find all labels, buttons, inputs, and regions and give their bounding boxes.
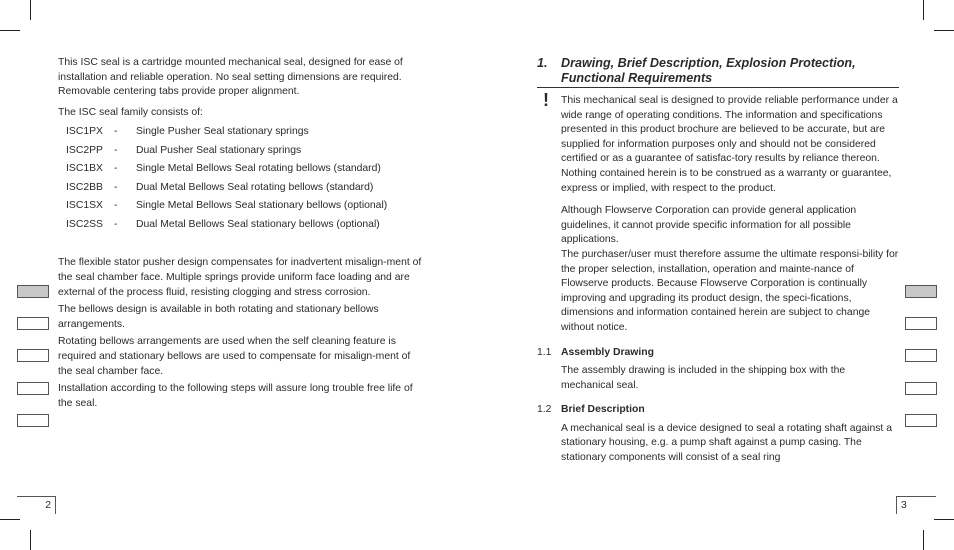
flowserve-paragraph: Although Flowserve Corporation can provide general application guidelines, it cannot provide specific information for all possible applications.: [561, 205, 857, 246]
family-code: ISC2PP: [66, 144, 103, 156]
page-number-right: [896, 496, 936, 514]
section-tab: [17, 349, 49, 362]
crop-mark: [30, 530, 31, 550]
crop-mark: [934, 519, 954, 520]
family-item: [58, 197, 423, 216]
section-tab: [905, 382, 937, 395]
family-item: [58, 179, 423, 198]
family-description: Dual Pusher Seal stationary springs: [136, 144, 302, 156]
family-item: [58, 216, 423, 235]
section-heading: [537, 56, 899, 88]
assembly-drawing-text: The assembly drawing is included in the shipping box with the mechanical seal.: [561, 365, 846, 391]
family-code: ISC2BB: [66, 181, 103, 193]
section-tab: [17, 317, 49, 330]
family-description: Single Metal Bellows Seal rotating bellows (standard): [136, 163, 381, 175]
family-dash: -: [114, 144, 118, 156]
section-tab: [17, 414, 49, 427]
subsection-title: Assembly Drawing: [561, 346, 654, 358]
section-tab: [905, 349, 937, 362]
family-dash: -: [114, 126, 118, 138]
subsection-title: Brief Description: [561, 404, 645, 416]
brief-description-text: A mechanical seal is a device designed to seal a rotating shaft against a stationary housing, e.g. a pump shaft against a pump casing. The stationary components will consist of a seal ring: [561, 422, 892, 464]
family-intro: The ISC seal family consists of:: [58, 106, 203, 118]
family-description: Dual Metal Bellows Seal stationary bellows (optional): [136, 218, 380, 230]
section-tab: [17, 382, 49, 395]
rotating-bellows-paragraph: Rotating bellows arrangements are used when the self cleaning feature is required and stationary bellows are used to compensate for misalign-ment of the seal chamber face.: [58, 336, 411, 377]
page-number-left: [17, 496, 56, 514]
family-item: [58, 160, 423, 179]
family-code: ISC2SS: [66, 218, 103, 230]
section-number: 1.: [537, 56, 548, 70]
seal-family-list: [58, 123, 423, 234]
page-number: 2: [45, 500, 51, 511]
family-description: Dual Metal Bellows Seal rotating bellows (standard): [136, 181, 374, 193]
family-dash: -: [114, 181, 118, 193]
warning-block: [537, 90, 899, 196]
section-tab: [905, 285, 937, 298]
family-code: ISC1PX: [66, 126, 103, 138]
subsection-heading: [537, 346, 899, 361]
family-dash: -: [114, 218, 118, 230]
family-code: ISC1BX: [66, 163, 103, 175]
installation-paragraph: Installation according to the following steps will assure long trouble free life of the seal.: [58, 383, 413, 409]
family-code: ISC1SX: [66, 200, 103, 212]
family-item: [58, 142, 423, 161]
flexible-stator-paragraph: The flexible stator pusher design compensates for inadvertent misalign-ment of the seal chamber face. Multiple springs provide uniform face loading and are external of the process fluid, resisting clogging and stress corrosion.: [58, 257, 422, 298]
crop-mark: [934, 30, 954, 31]
crop-mark: [0, 519, 20, 520]
warning-text: This mechanical seal is designed to provide reliable performance under a wide range of operating conditions. The information and specifications presented in this product brochure are believed to be accurate, but are supplied for information purposes only and should not be considered certified or as a guarantee of satisfac-tory results by reliance thereon. Nothing contained herein is to be construed as a warranty or guarantee, express or implied, with respect to the product.: [561, 95, 898, 194]
section-tab: [17, 285, 49, 298]
subsection-number: 1.1: [537, 346, 552, 358]
crop-mark: [0, 30, 20, 31]
subsection-number: 1.2: [537, 404, 552, 416]
subsection-heading: [537, 403, 899, 418]
left-page: [58, 56, 423, 414]
section-title: Drawing, Brief Description, Explosion Protection, Functional Requirements: [561, 56, 856, 85]
right-page: [537, 56, 899, 466]
crop-mark: [923, 530, 924, 550]
section-tab: [905, 317, 937, 330]
family-description: Single Metal Bellows Seal stationary bellows (optional): [136, 200, 388, 212]
page-number: 3: [901, 500, 907, 511]
crop-mark: [30, 0, 31, 20]
family-dash: -: [114, 163, 118, 175]
crop-mark: [923, 0, 924, 20]
warning-exclamation-icon: !: [543, 90, 549, 110]
intro-paragraph: This ISC seal is a cartridge mounted mechanical seal, designed for ease of installation and reliable operation. No seal setting dimensions are required. Removable centering tabs provide proper alignment.: [58, 57, 403, 98]
family-dash: -: [114, 200, 118, 212]
family-description: Single Pusher Seal stationary springs: [136, 126, 309, 138]
family-item: [58, 123, 423, 142]
flowserve-paragraph: The purchaser/user must therefore assume the ultimate responsi-bility for the proper selection, installation, operation and mainte-nance of Flowserve products. Because Flowserve Corporation is continually improving and upgrading its product design, the speci-fications, dimensions and information contained herein are subject to change without notice.: [561, 248, 899, 333]
bellows-paragraph: The bellows design is available in both rotating and stationary bellows arrangements.: [58, 304, 379, 330]
section-tab: [905, 414, 937, 427]
